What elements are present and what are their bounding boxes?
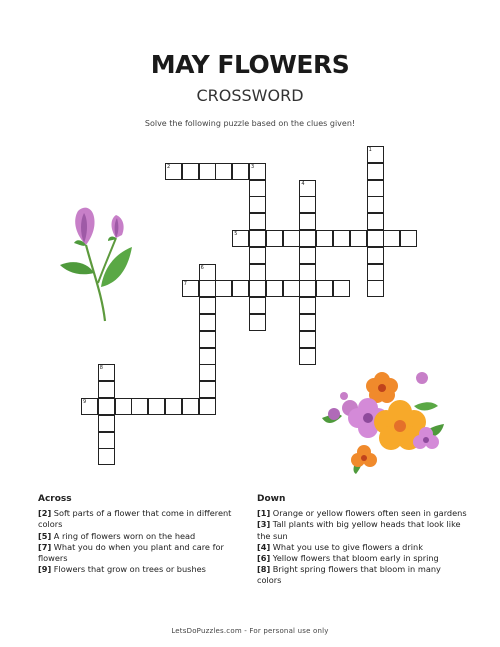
crossword-cell[interactable] xyxy=(199,348,216,365)
crossword-cell[interactable] xyxy=(199,314,216,331)
crossword-cell[interactable] xyxy=(249,213,266,230)
crossword-cell[interactable] xyxy=(299,348,316,365)
crossword-cell[interactable] xyxy=(283,230,300,247)
clue-text: What you use to give flowers a drink xyxy=(272,541,423,552)
crossword-cell[interactable] xyxy=(249,180,266,197)
crossword-cell[interactable] xyxy=(249,163,266,180)
crossword-cell[interactable] xyxy=(316,280,333,297)
crossword-cell[interactable] xyxy=(182,163,199,180)
down-clue-8 xyxy=(257,564,467,586)
clue-number-label: 7 xyxy=(183,281,187,288)
clue-number: [7] xyxy=(38,541,52,552)
crossword-cell[interactable] xyxy=(115,398,132,415)
crossword-cell[interactable] xyxy=(299,196,316,213)
crossword-cell[interactable] xyxy=(400,230,417,247)
crossword-cell[interactable] xyxy=(232,163,249,180)
crossword-cell[interactable] xyxy=(249,264,266,281)
clue-number-label: 4 xyxy=(301,180,305,187)
crossword-cell[interactable] xyxy=(299,314,316,331)
crossword-cell[interactable] xyxy=(215,163,232,180)
clue-text: Soft parts of a flower that come in different colors xyxy=(38,508,232,530)
clue-number-label: 6 xyxy=(200,264,204,271)
crossword-cell[interactable] xyxy=(367,230,384,247)
crossword-cell[interactable] xyxy=(199,280,216,297)
crossword-cell[interactable] xyxy=(367,163,384,180)
crossword-cell[interactable] xyxy=(98,364,115,381)
crossword-cell[interactable] xyxy=(81,398,98,415)
clue-text: Bright spring flowers that bloom in many colors xyxy=(257,564,441,586)
crossword-cell[interactable] xyxy=(148,398,165,415)
across-clues xyxy=(38,494,248,575)
down-heading: Down xyxy=(257,494,286,504)
crossword-cell[interactable] xyxy=(350,230,367,247)
across-clue-7 xyxy=(38,542,248,564)
crossword-cell[interactable] xyxy=(249,196,266,213)
crossword-cell[interactable] xyxy=(98,415,115,432)
footer-credit: LetsDoPuzzles.com - For personal use only xyxy=(171,627,329,635)
crossword-cell[interactable] xyxy=(165,163,182,180)
crossword-cell[interactable] xyxy=(367,264,384,281)
crossword-cell[interactable] xyxy=(299,230,316,247)
crossword-cell[interactable] xyxy=(266,280,283,297)
crossword-cell[interactable] xyxy=(249,314,266,331)
clue-number: [1] xyxy=(257,508,271,519)
crossword-cell[interactable] xyxy=(283,280,300,297)
crossword-cell[interactable] xyxy=(316,230,333,247)
crossword-cell[interactable] xyxy=(98,398,115,415)
clue-text: Orange or yellow flowers often seen in gardens xyxy=(272,508,467,519)
clue-number-label: 8 xyxy=(99,365,103,372)
crossword-cell[interactable] xyxy=(199,364,216,381)
crossword-cell[interactable] xyxy=(98,432,115,449)
tulip-bud-illustration xyxy=(58,205,138,323)
crossword-cell[interactable] xyxy=(299,280,316,297)
flower-bouquet-illustration xyxy=(322,366,446,476)
clue-number-label: 1 xyxy=(368,147,372,153)
crossword-cell[interactable] xyxy=(367,146,384,163)
crossword-cell[interactable] xyxy=(199,163,216,180)
crossword-cell[interactable] xyxy=(131,398,148,415)
page-subtitle: CROSSWORD xyxy=(196,86,304,105)
clue-number: [3] xyxy=(257,519,271,530)
across-clue-5 xyxy=(38,531,248,542)
crossword-cell[interactable] xyxy=(98,448,115,465)
clue-number-label: 2 xyxy=(167,163,171,170)
clue-number: [8] xyxy=(257,564,271,575)
down-clue-3 xyxy=(257,519,467,541)
crossword-cell[interactable] xyxy=(182,398,199,415)
crossword-cell[interactable] xyxy=(98,381,115,398)
crossword-cell[interactable] xyxy=(199,297,216,314)
down-clues xyxy=(257,494,467,587)
clue-number: [2] xyxy=(38,508,52,519)
down-clue-4 xyxy=(257,542,467,553)
crossword-cell[interactable] xyxy=(367,180,384,197)
page-title: MAY FLOWERS xyxy=(150,50,350,79)
crossword-cell[interactable] xyxy=(266,230,283,247)
clue-text: Yellow flowers that bloom early in spring xyxy=(272,553,439,564)
crossword-cell[interactable] xyxy=(333,280,350,297)
clue-number-label: 9 xyxy=(83,399,87,405)
crossword-cell[interactable] xyxy=(215,280,232,297)
crossword-cell[interactable] xyxy=(249,230,266,247)
crossword-cell[interactable] xyxy=(383,230,400,247)
crossword-cell[interactable] xyxy=(182,280,199,297)
across-heading: Across xyxy=(38,494,72,504)
clue-text: A ring of flowers worn on the head xyxy=(53,530,196,541)
crossword-cell[interactable] xyxy=(232,230,249,247)
crossword-cell[interactable] xyxy=(299,180,316,197)
crossword-cell[interactable] xyxy=(299,247,316,264)
crossword-cell[interactable] xyxy=(299,331,316,348)
clue-text: What you do when you plant and care for flowers xyxy=(38,541,224,564)
crossword-cell[interactable] xyxy=(367,196,384,213)
crossword-cell[interactable] xyxy=(249,297,266,314)
crossword-cell[interactable] xyxy=(199,331,216,348)
crossword-cell[interactable] xyxy=(367,213,384,230)
clue-number: [6] xyxy=(257,553,271,564)
crossword-cell[interactable] xyxy=(299,264,316,281)
crossword-cell[interactable] xyxy=(199,381,216,398)
clue-number: [9] xyxy=(38,564,52,575)
clue-number: [5] xyxy=(38,530,52,541)
clue-number-label: 3 xyxy=(251,163,255,170)
crossword-cell[interactable] xyxy=(199,398,216,415)
crossword-cell[interactable] xyxy=(165,398,182,415)
clue-number-label: 5 xyxy=(234,231,238,237)
clue-text: Tall plants with big yellow heads that look like the sun xyxy=(257,519,461,541)
across-clue-9 xyxy=(38,564,248,575)
crossword-cell[interactable] xyxy=(333,230,350,247)
crossword-cell[interactable] xyxy=(299,213,316,230)
crossword-cell[interactable] xyxy=(249,247,266,264)
crossword-cell[interactable] xyxy=(232,280,249,297)
crossword-cell[interactable] xyxy=(199,264,216,281)
crossword-cell[interactable] xyxy=(299,297,316,314)
crossword-cell[interactable] xyxy=(367,280,384,297)
across-clue-2 xyxy=(38,508,248,530)
clue-text: Flowers that grow on trees or bushes xyxy=(53,564,206,575)
down-clue-1 xyxy=(257,508,467,519)
clue-number: [4] xyxy=(257,541,271,552)
instructions: Solve the following puzzle based on the clues given! xyxy=(144,119,356,128)
crossword-cell[interactable] xyxy=(249,280,266,297)
down-clue-6 xyxy=(257,553,467,564)
crossword-cell[interactable] xyxy=(367,247,384,264)
